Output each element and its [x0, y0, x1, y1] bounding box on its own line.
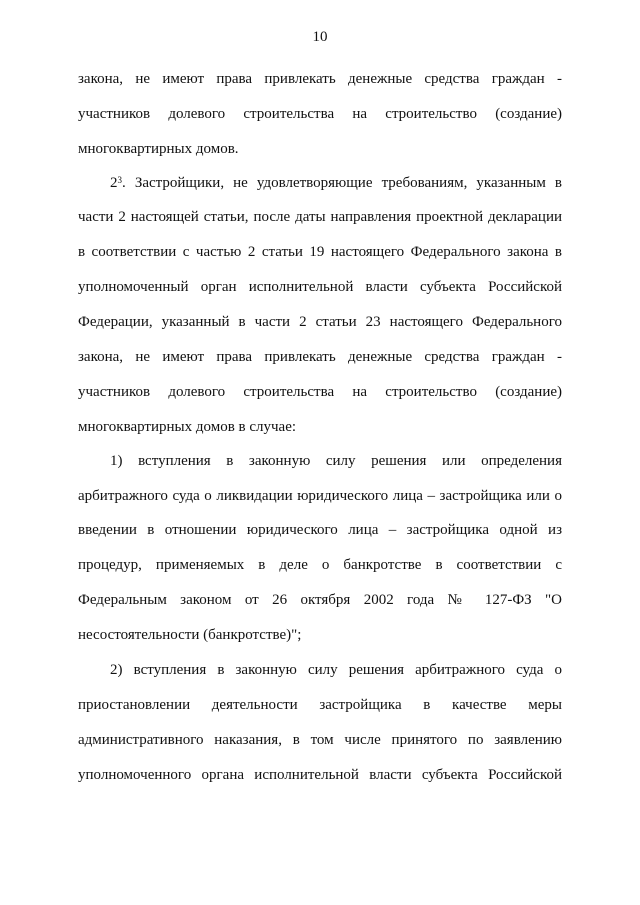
text-line: административного наказания, в том числе принятого по заявлению	[78, 732, 562, 748]
text-line: уполномоченного органа исполнительной власти субъекта Российской	[78, 767, 562, 783]
text-line: приостановлении деятельности застройщика в качестве меры	[78, 697, 562, 713]
text-line: Застройщики, не удовлетворяющие требованиям, указанным в	[134, 175, 562, 191]
page-number: 10	[312, 29, 328, 45]
text-line: закона, не имеют права привлекать денежные средства граждан -	[78, 71, 562, 87]
text-line: процедур, применяемых в деле о банкротстве в соответствии с	[78, 557, 562, 573]
list-item-first-line: 2) вступления в законную силу решения арбитражного суда о	[110, 662, 562, 678]
text-line: многоквартирных домов.	[78, 141, 239, 157]
text-line: участников долевого строительства на строительство (создание)	[78, 106, 562, 122]
text-line: арбитражного суда о ликвидации юридического лица – застройщика или о	[78, 488, 562, 504]
text-line: введении в отношении юридического лица – застройщика одной из	[78, 522, 562, 538]
text-line: части 2 настоящей статьи, после даты направления проектной декларации	[78, 209, 562, 225]
text-line: в соответствии с частью 2 статьи 19 настоящего Федерального закона в	[78, 244, 562, 260]
paragraph-first-line	[110, 174, 562, 192]
text-line: уполномоченный орган исполнительной власти субъекта Российской	[78, 279, 562, 295]
text-line: Федеральным законом от 26 октября 2002 года № 127-ФЗ "О	[78, 592, 562, 608]
text-line: Федерации, указанный в части 2 статьи 23 настоящего Федерального	[78, 314, 562, 330]
paragraph-label: $2^3$.	[110, 175, 126, 191]
text-line: многоквартирных домов в случае:	[78, 419, 297, 435]
text-line: закона, не имеют права привлекать денежные средства граждан -	[78, 349, 562, 365]
text-line: несостоятельности (банкротстве)";	[78, 627, 302, 643]
text-line: участников долевого строительства на строительство (создание)	[78, 384, 562, 400]
list-item-first-line: 1) вступления в законную силу решения или определения	[110, 453, 562, 469]
